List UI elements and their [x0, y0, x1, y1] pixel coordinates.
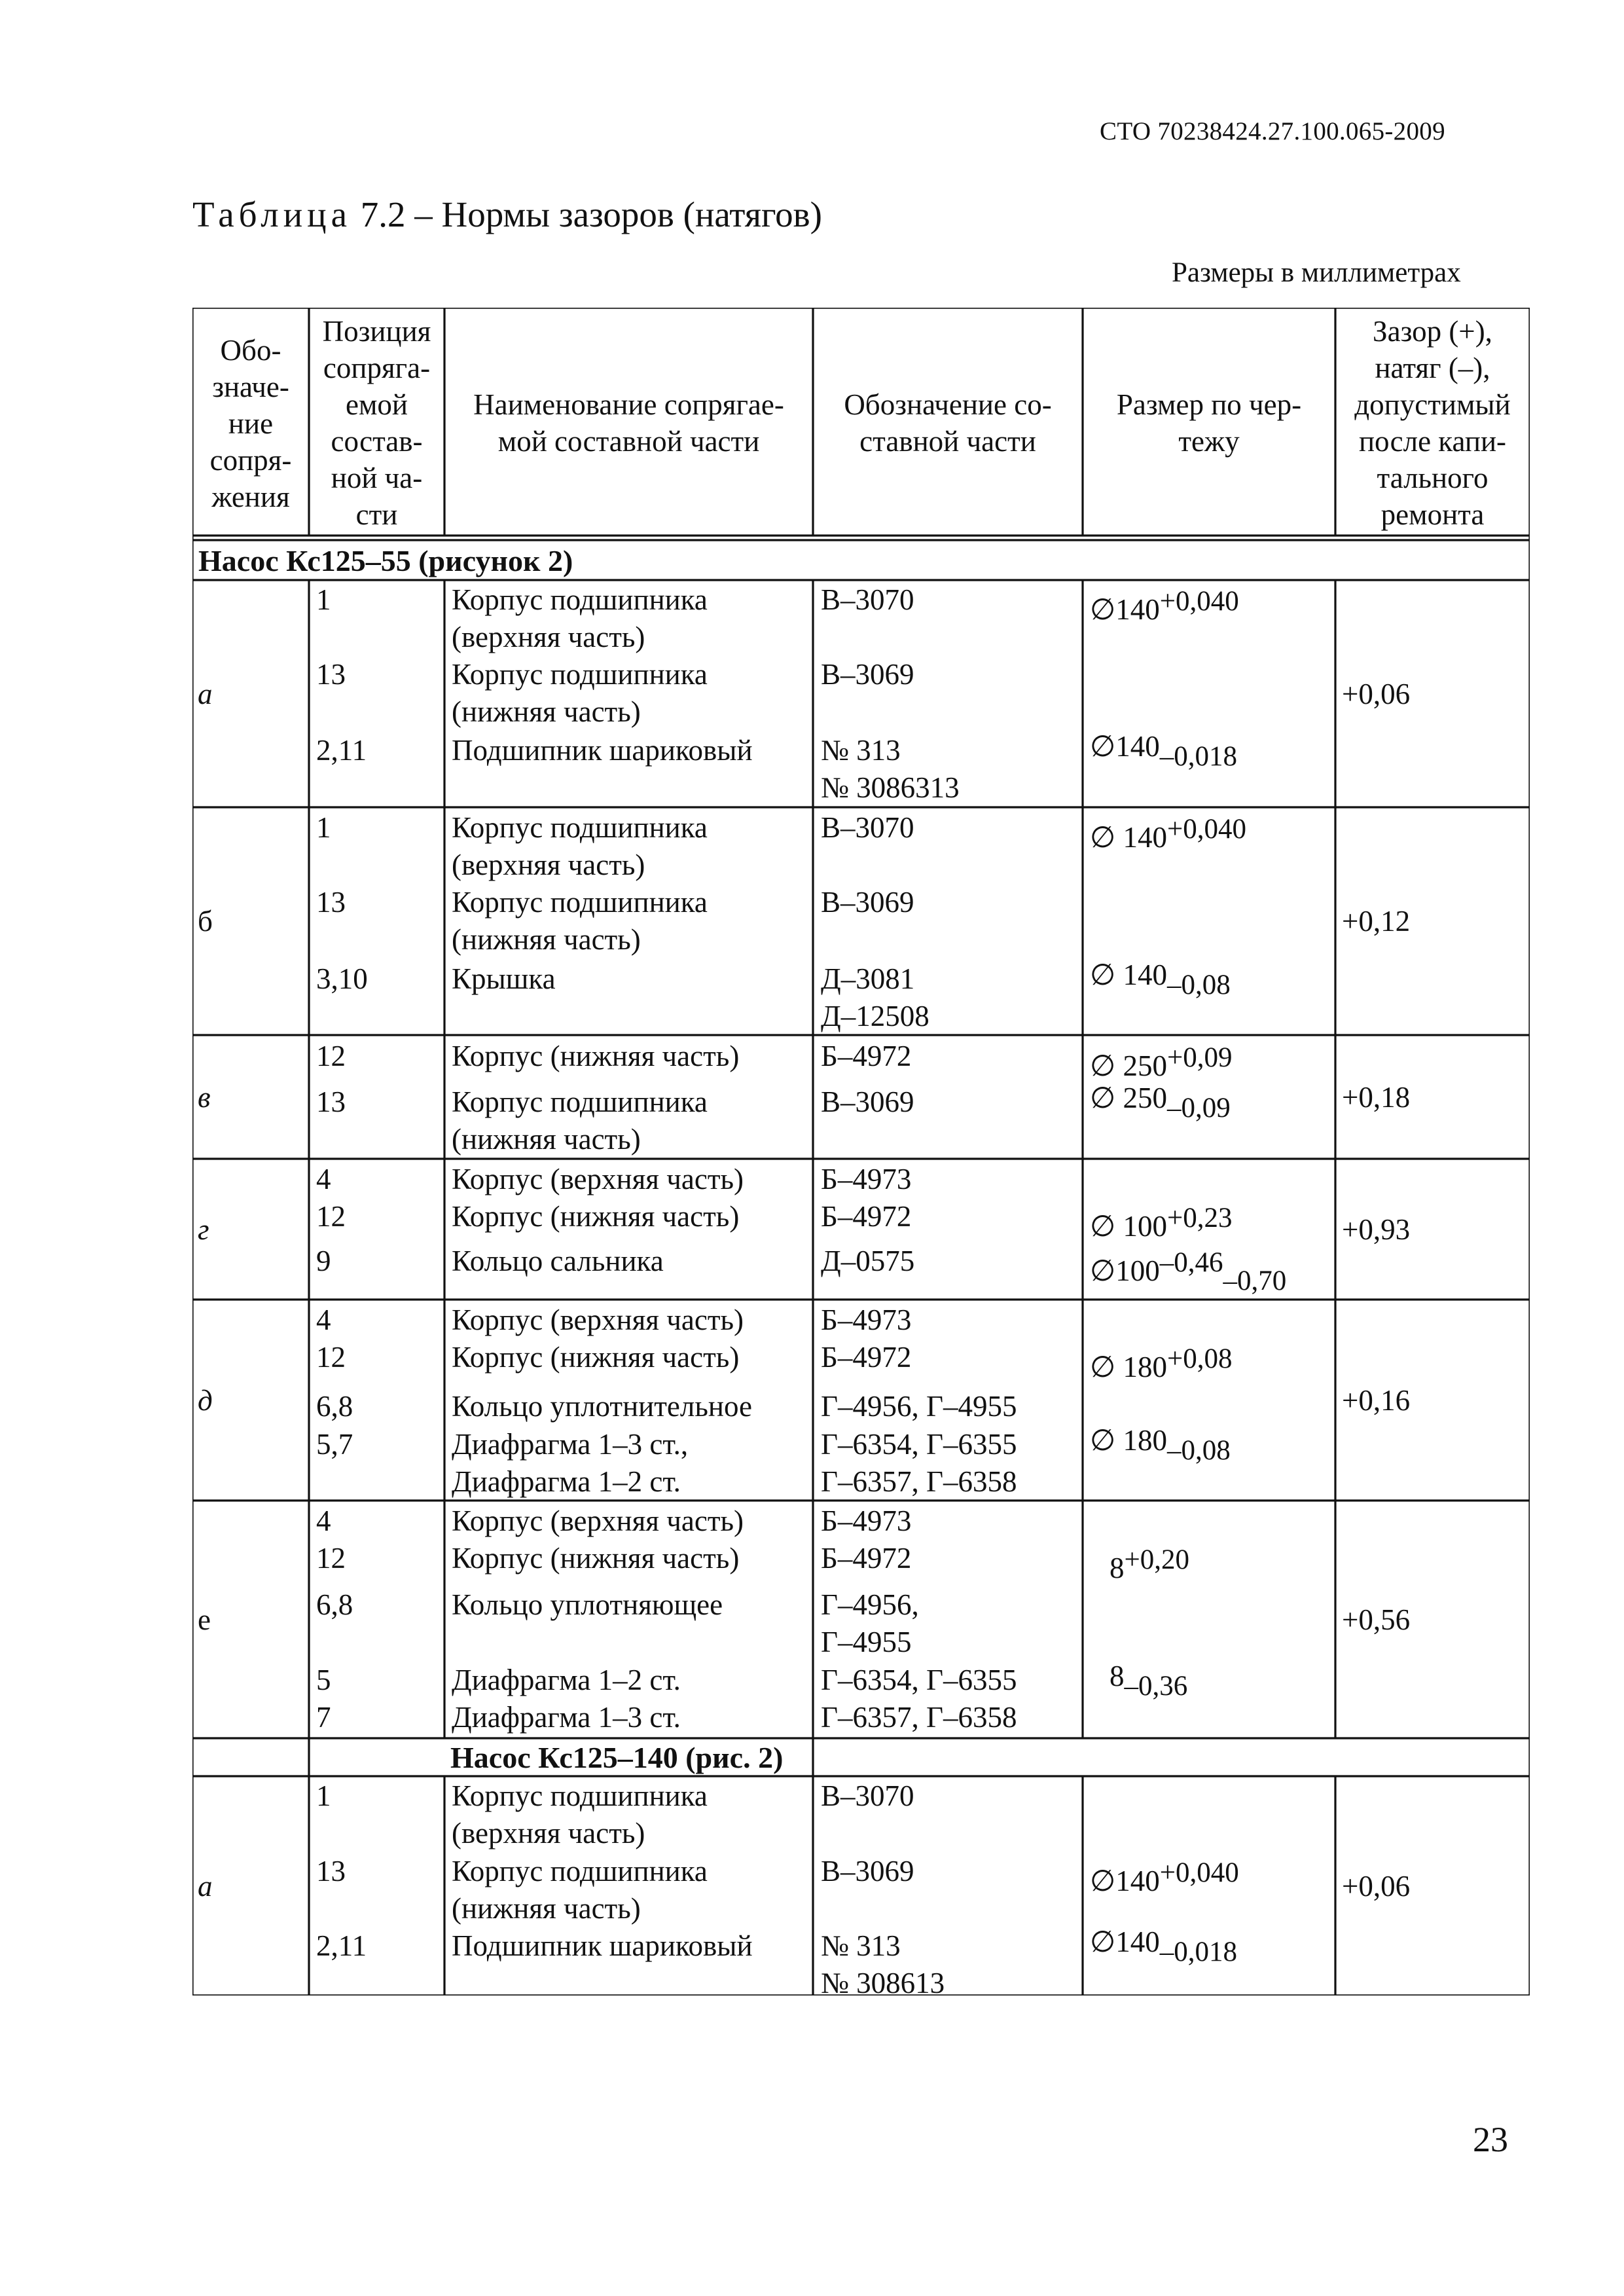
upper-deviation: +0,040: [1159, 586, 1239, 617]
part-designation: В–3069: [821, 1085, 914, 1118]
diameter-symbol: ∅: [1090, 1082, 1123, 1114]
upper-deviation: +0,09: [1166, 1042, 1233, 1073]
diameter-symbol: ∅: [1090, 958, 1123, 991]
tolerance-value: +0,56: [1342, 1603, 1411, 1636]
position-number: 1: [316, 1779, 331, 1812]
size-nominal: 140: [1115, 1925, 1160, 1958]
header-part-code: Обозначение со- ставной части: [844, 388, 1052, 458]
drawing-size: [1090, 1080, 1231, 1127]
position-number: 13: [316, 1855, 346, 1887]
page-number: 23: [1473, 2120, 1508, 2159]
drawing-size: [1090, 811, 1246, 856]
part-designation: Б–4973: [821, 1303, 912, 1336]
size-nominal: 180: [1123, 1351, 1167, 1383]
position-number: 9: [316, 1245, 331, 1277]
part-designation: Г–6354, Г–6355 Г–6357, Г–6358: [821, 1428, 1017, 1498]
diameter-symbol: ∅: [1090, 1049, 1123, 1082]
upper-deviation: +0,08: [1166, 1343, 1233, 1374]
joint-code: б: [198, 905, 213, 938]
header-clearance: Зазор (+), натяг (–), допустимый после капи- тального ремонта: [1354, 315, 1511, 531]
lower-deviation: –0,09: [1166, 1093, 1231, 1123]
drawing-size: [1110, 1541, 1189, 1587]
part-designation: В–3070: [821, 1779, 914, 1812]
size-nominal: 140: [1123, 958, 1167, 991]
part-name: Кольцо уплотняющее: [452, 1588, 723, 1621]
part-name: Корпус (верхняя часть): [452, 1303, 744, 1336]
tolerance-value: +0,93: [1342, 1212, 1411, 1246]
joint-code: г: [198, 1212, 209, 1246]
size-nominal: 140: [1123, 821, 1167, 854]
drawing-size: [1090, 1854, 1239, 1900]
position-number: 13: [316, 1085, 346, 1118]
position-number: 4: [316, 1504, 331, 1537]
position-number: 1: [316, 811, 331, 844]
joint-code: а: [198, 677, 213, 710]
part-designation: Д–3081 Д–12508: [821, 962, 929, 1032]
drawing-size: [1090, 728, 1237, 775]
table-title-text: 7.2 – Нормы зазоров (натягов): [351, 194, 822, 234]
tolerance-value: +0,18: [1342, 1080, 1411, 1114]
drawing-size: [1090, 1340, 1232, 1386]
size-nominal: 250: [1123, 1082, 1167, 1114]
position-number: 5,7: [316, 1428, 353, 1461]
part-designation: Г–6354, Г–6355: [821, 1664, 1017, 1696]
upper-deviation: +0,040: [1166, 814, 1246, 845]
diameter-symbol: ∅: [1090, 1424, 1123, 1457]
position-number: 12: [316, 1200, 346, 1233]
position-number: 4: [316, 1303, 331, 1336]
part-name: Корпус подшипника (нижняя часть): [452, 886, 708, 956]
size-nominal: 8: [1110, 1660, 1125, 1692]
size-nominal: 180: [1123, 1424, 1167, 1457]
drawing-size: [1110, 1658, 1187, 1705]
diameter-symbol: ∅: [1090, 1925, 1116, 1958]
part-designation: Б–4973: [821, 1504, 912, 1537]
lower-deviation: –0,36: [1124, 1671, 1188, 1702]
diameter-symbol: ∅: [1090, 821, 1123, 854]
position-number: 1: [316, 583, 331, 616]
section-title: Насос Кс125–55 (рисунок 2): [198, 544, 573, 577]
position-number: 6,8: [316, 1390, 353, 1423]
section-title: Насос Кс125–140 (рис. 2): [450, 1741, 784, 1774]
lower-deviation: –0,08: [1166, 970, 1231, 1000]
diameter-symbol: ∅: [1090, 1210, 1123, 1243]
header-designation: Обо- значе- ние сопря- жения: [209, 334, 292, 513]
tolerance-value: +0,12: [1342, 905, 1411, 938]
part-name: Корпус подшипника (верхняя часть): [452, 1779, 708, 1850]
position-number: 4: [316, 1163, 331, 1195]
position-number: 2,11: [316, 734, 367, 767]
header-part-name: Наименование сопрягае- мой составной части: [473, 388, 784, 458]
drawing-size: [1090, 1422, 1231, 1469]
diameter-symbol: ∅: [1090, 1865, 1116, 1897]
part-designation: Д–0575: [821, 1245, 915, 1277]
position-number: 12: [316, 1341, 346, 1374]
document-code: СТО 70238424.27.100.065-2009: [1100, 117, 1445, 145]
joint-code: д: [198, 1383, 213, 1417]
position-number: 6,8: [316, 1588, 353, 1621]
size-nominal: 100: [1115, 1254, 1160, 1287]
part-designation: Г–6357, Г–6358: [821, 1701, 1017, 1734]
tolerance-value: +0,16: [1342, 1383, 1411, 1417]
tolerance-value: +0,06: [1342, 1869, 1411, 1903]
lower-deviation: –0,018: [1159, 741, 1237, 772]
drawing-size: [1090, 1039, 1232, 1085]
part-name: Кольцо сальника: [452, 1245, 664, 1277]
lower-deviation: –0,08: [1166, 1435, 1231, 1466]
part-name: Корпус (нижняя часть): [452, 1040, 740, 1072]
lower-deviation: –0,018: [1159, 1937, 1237, 1967]
part-name: Корпус подшипника (нижняя часть): [452, 1855, 708, 1925]
table-title-label: Таблица: [192, 194, 352, 234]
part-designation: Б–4972: [821, 1200, 912, 1233]
part-designation: Г–4956, Г–4955: [821, 1588, 919, 1658]
size-nominal: 8: [1110, 1552, 1125, 1584]
joint-code: е: [198, 1603, 211, 1636]
lower-deviation: –0,70: [1223, 1266, 1287, 1296]
part-designation: Г–4956, Г–4955: [821, 1390, 1017, 1423]
header-drawing-size: Размер по чер- тежу: [1116, 388, 1302, 458]
position-number: 7: [316, 1701, 331, 1734]
diameter-symbol: ∅: [1090, 593, 1116, 626]
part-name: Корпус (нижняя часть): [452, 1341, 740, 1374]
part-name: Диафрагма 1–3 ст., Диафрагма 1–2 ст.: [452, 1428, 689, 1498]
part-designation: № 313 № 3086313: [821, 734, 960, 804]
drawing-size: [1090, 1923, 1237, 1971]
part-name: Диафрагма 1–3 ст.: [452, 1701, 681, 1734]
part-name: Корпус (верхняя часть): [452, 1504, 744, 1537]
part-name: Корпус подшипника (верхняя часть): [452, 583, 708, 653]
part-name: Крышка: [452, 962, 556, 995]
part-name: Кольцо уплотнительное: [452, 1390, 752, 1423]
position-number: 13: [316, 886, 346, 919]
diameter-symbol: ∅: [1090, 1351, 1123, 1383]
drawing-size: [1090, 1244, 1286, 1300]
part-name: Подшипник шариковый: [452, 734, 753, 767]
header-position: Позиция сопряга- емой состав- ной ча- сти: [322, 315, 431, 531]
part-name: Корпус (нижняя часть): [452, 1542, 740, 1575]
part-designation: В–3070: [821, 811, 914, 844]
part-designation: Б–4972: [821, 1040, 912, 1072]
part-designation: Б–4972: [821, 1542, 912, 1575]
part-name: Диафрагма 1–2 ст.: [452, 1664, 681, 1696]
upper-deviation: +0,20: [1124, 1544, 1190, 1575]
upper-deviation: +0,040: [1159, 1857, 1239, 1888]
tolerance-value: +0,06: [1342, 677, 1411, 710]
part-designation: № 313 № 308613: [821, 1929, 945, 1999]
part-name: Корпус (верхняя часть): [452, 1163, 744, 1195]
position-number: 5: [316, 1664, 331, 1696]
part-designation: Б–4973: [821, 1163, 912, 1195]
upper-deviation: +0,23: [1166, 1203, 1233, 1233]
part-name: Подшипник шариковый: [452, 1929, 753, 1962]
size-nominal: 140: [1115, 1865, 1160, 1897]
upper-deviation: –0,46: [1159, 1247, 1223, 1278]
part-designation: В–3070: [821, 583, 914, 616]
size-nominal: 100: [1123, 1210, 1167, 1243]
diameter-symbol: ∅: [1090, 730, 1116, 763]
position-number: 13: [316, 658, 346, 691]
part-name: Корпус подшипника (нижняя часть): [452, 1085, 708, 1156]
position-number: 3,10: [316, 962, 368, 995]
units-note: Размеры в миллиметрах: [1172, 257, 1461, 288]
drawing-size: [1090, 583, 1239, 629]
size-nominal: 140: [1115, 593, 1160, 626]
drawing-size: [1090, 957, 1231, 1004]
part-designation: В–3069: [821, 886, 914, 919]
part-designation: В–3069: [821, 658, 914, 691]
drawing-size: [1090, 1199, 1232, 1245]
joint-code: в: [198, 1080, 211, 1114]
joint-code: а: [198, 1869, 213, 1903]
size-nominal: 140: [1115, 730, 1160, 763]
table-title: [192, 194, 822, 235]
size-nominal: 250: [1123, 1049, 1167, 1082]
part-designation: В–3069: [821, 1855, 914, 1887]
position-number: 12: [316, 1542, 346, 1575]
part-name: Корпус подшипника (верхняя часть): [452, 811, 708, 881]
position-number: 2,11: [316, 1929, 367, 1962]
part-name: Корпус (нижняя часть): [452, 1200, 740, 1233]
position-number: 12: [316, 1040, 346, 1072]
part-name: Корпус подшипника (нижняя часть): [452, 658, 708, 728]
diameter-symbol: ∅: [1090, 1254, 1116, 1287]
part-designation: Б–4972: [821, 1341, 912, 1374]
